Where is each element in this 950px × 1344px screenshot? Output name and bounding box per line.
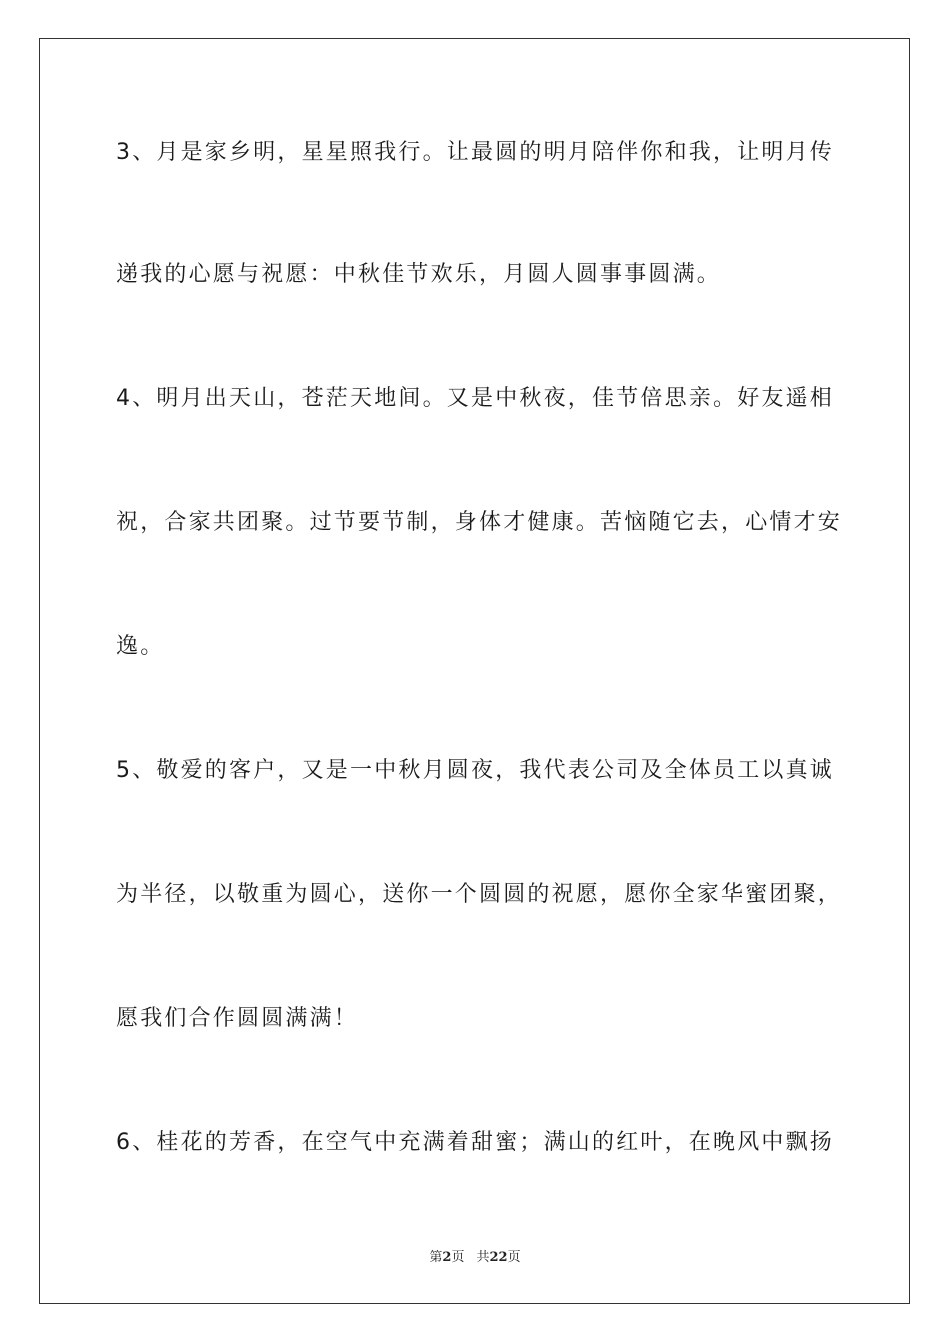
text-line-7: 为半径，以敬重为圆心，送你一个圆圆的祝愿，愿你全家华蜜团聚， — [116, 882, 843, 907]
text-line-3: 4、明月出天山，苍茫天地间。又是中秋夜，佳节倍思亲。好友遥相 — [116, 386, 834, 411]
total-prefix: 共 — [476, 1250, 490, 1265]
text-line-8: 愿我们合作圆圆满满！ — [116, 1006, 359, 1031]
page-frame — [39, 38, 910, 1304]
text-line-5: 逸。 — [116, 634, 165, 659]
page-footer — [0, 1246, 950, 1265]
text-line-1: 3、月是家乡明，星星照我行。让最圆的明月陪伴你和我，让明月传 — [116, 140, 834, 165]
text-line-2: 递我的心愿与祝愿：中秋佳节欢乐，月圆人圆事事圆满。 — [116, 262, 722, 287]
page-number: 2 — [442, 1250, 452, 1265]
text-line-4: 祝，合家共团聚。过节要节制，身体才健康。苦恼随它去，心情才安 — [116, 510, 843, 535]
page-suffix: 页 — [451, 1250, 465, 1265]
page-prefix: 第 — [429, 1250, 443, 1265]
text-line-6: 5、敬爱的客户，又是一中秋月圆夜，我代表公司及全体员工以真诚 — [116, 758, 834, 783]
total-suffix: 页 — [507, 1250, 521, 1265]
total-pages: 22 — [489, 1250, 508, 1265]
text-line-9: 6、桂花的芳香，在空气中充满着甜蜜；满山的红叶，在晚风中飘扬 — [116, 1130, 834, 1155]
